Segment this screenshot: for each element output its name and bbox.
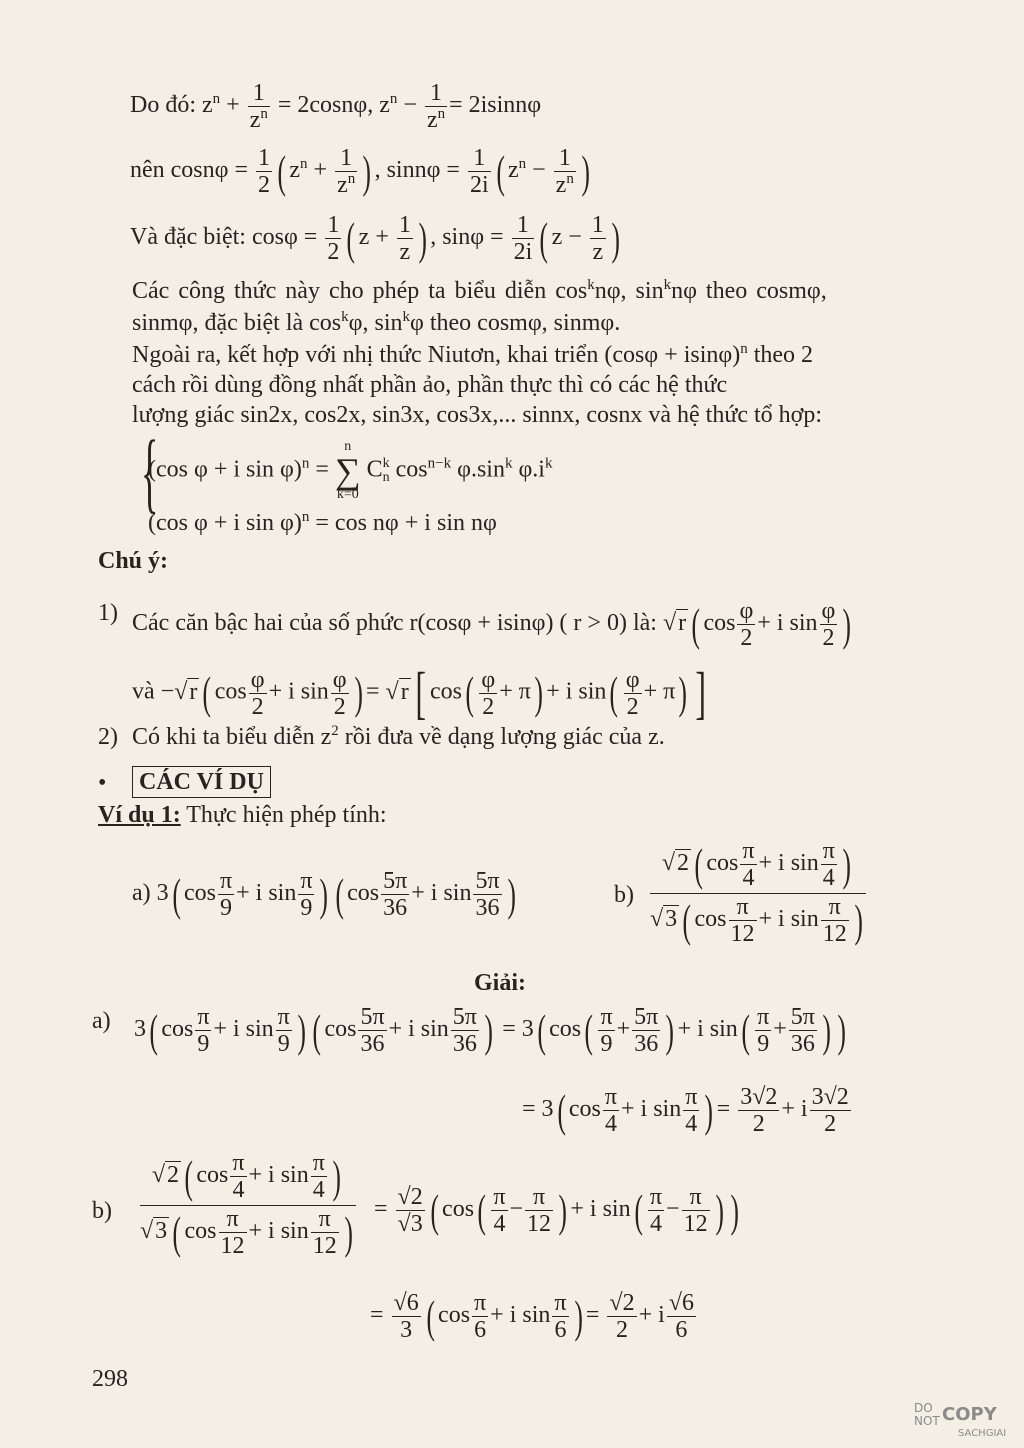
para1-text-c: nφ theo cosmφ, xyxy=(671,278,827,304)
watermark-sachgiai: SACHGIAI xyxy=(958,1428,1007,1439)
solution-a-label: a) xyxy=(92,1008,111,1034)
formula-cos-sin: Và đặc biệt: cosφ = $\frac{1}{2}$ ( z + $\frac{1}{z}$ ) , sinφ = $\frac{1}{2i}$ ( z − $\frac{1}{z}$ ) xyxy=(130,212,620,265)
para1-text-a: Các công thức này cho phép ta biểu diễn cos xyxy=(132,278,588,304)
nen-label: nên xyxy=(130,157,165,184)
paragraph-1-line-2: sinmφ, đặc biệt là $\cos^k\varphi$, $\sin^k\varphi$ theo cosmφ, sinmφ. xyxy=(132,309,621,336)
solution-b-fraction: √2 ( cos $\frac{\pi}{4}$ + i sin $\frac{\pi}{4}$ ) √3 ( cos $\frac{\pi}{12}$ + i sin $\frac{\pi}{12}$ ) xyxy=(140,1150,356,1259)
para1-text-f: φ theo cosmφ, sinmφ. xyxy=(410,310,621,336)
vi-du-1 xyxy=(98,800,387,830)
paragraph-2-line-2: cách rồi dùng đồng nhất phần ảo, phần thực thì có các hệ thức xyxy=(132,372,728,398)
formula-zn-identities: Do đó: $z^n$ + $\frac{1}{z^n}$ = 2cosnφ, $z^n$ − $\frac{1}{z^n}$ = 2isinnφ xyxy=(130,80,542,133)
giai-heading: Giải: xyxy=(474,970,526,996)
sachgiai-watermark-logo xyxy=(914,1402,1010,1442)
page-number: 298 xyxy=(92,1366,128,1392)
example-a: a) 3( cos $\frac{\pi}{9}$ + i sin $\frac{\pi}{9}$ ) ( cos $\frac{5\pi}{36}$ + i sin $\frac{5\pi}{36}$ ) xyxy=(132,868,516,921)
note2-text-b: rồi đưa về dạng lượng giác của z. xyxy=(338,724,665,750)
vi-du-1-label: Ví dụ 1: xyxy=(98,802,181,828)
para1-text-b: nφ, sin xyxy=(594,278,664,304)
note-2-text: Có khi ta biểu diễn $z^2$ rồi đưa về dạng lượng giác của z. xyxy=(132,723,665,750)
example-a-label: a) xyxy=(132,880,151,907)
solution-a-line-2: = 3( cos $\frac{\pi}{4}$ + i sin $\frac{\pi}{4}$ ) = $\frac{3√2}{2}$ + i $\frac{3√2}{2}$ xyxy=(522,1084,849,1137)
note-1-second-root: và −√r ( cos $\frac{\varphi}{2}$ + i sin $\frac{\varphi}{2}$ ) = √r [ cos( $\frac{\varphi}{2}$ + π) + i sin( $\frac{\varphi}{2}$ + π) ] xyxy=(132,660,706,725)
vi-du-1-text: Thực hiện phép tính: xyxy=(180,802,387,828)
formula-cos-sin-n: nên cosnφ = $\frac{1}{2}$ ( $z^n$ + $\frac{1}{z^n}$ ) , sinnφ = $\frac{1}{2i}$ ( $z^n$ − $\frac{1}{z^n}$ ) xyxy=(130,145,590,198)
note2-text-a: Có khi ta biểu diễn z xyxy=(132,724,332,750)
para2-text-a: Ngoài ra, kết hợp với nhị thức Niutơn, khai triển (cosφ + isinφ) xyxy=(132,342,741,368)
para1-text-d: sinmφ, đặc biệt là cos xyxy=(132,310,342,336)
note1-text-span: Các căn bậc hai của số phức r(cosφ + isinφ) ( r > 0) là: xyxy=(132,610,657,637)
paragraph-2-line-3: lượng giác sin2x, cos2x, sin3x, cos3x,... sinnx, cosnx và hệ thức tổ hợp: xyxy=(132,402,822,428)
para1-text-e: φ, sin xyxy=(348,310,403,336)
do-do-label: Do đó: xyxy=(130,92,196,119)
cac-vi-du-heading: CÁC VÍ DỤ xyxy=(132,766,271,798)
paragraph-1-line-1: Các công thức này cho phép ta biểu diễn $\cos^kn\varphi$, $\sin^kn\varphi$ theo cosmφ, xyxy=(132,277,827,304)
bullet: • xyxy=(98,770,107,796)
solution-b-label: b) xyxy=(92,1198,112,1224)
solution-a-line-1: 3( cos $\frac{\pi}{9}$ + i sin $\frac{\pi}{9}$ ) ( cos $\frac{5\pi}{36}$ + i sin $\frac{5\pi}{36}$ ) = 3( cos( $\frac{\pi}{9}$ + $\frac{5\pi}{36}$ ) + i sin( $\frac{\pi}{9}$ + $\frac{5\pi}{36}$ ) ) xyxy=(134,1004,847,1057)
para2-text-b: theo 2 xyxy=(747,342,814,368)
solution-b-line-2: = $\frac{√6}{3}$ ( cos $\frac{\pi}{6}$ + i sin $\frac{\pi}{6}$ ) = $\frac{√2}{2}$ + i $\frac{√6}{6}$ xyxy=(370,1290,694,1343)
example-b-label: b) xyxy=(614,882,634,908)
note-2-number: 2) xyxy=(98,724,118,750)
note-1-text: Các căn bậc hai của số phức r(cosφ + isinφ) ( r > 0) là: √r ( cos $\frac{\varphi}{2}$ + i sin $\frac{\varphi}{2}$ ) xyxy=(132,598,852,651)
paragraph-2-line-1: Ngoài ra, kết hợp với nhị thức Niutơn, khai triển $(\cos\varphi + isin\varphi)^n$ theo 2 xyxy=(132,341,814,368)
note-1-number: 1) xyxy=(98,600,118,626)
chu-y-heading: Chú ý: xyxy=(98,548,169,574)
watermark-not: NOT xyxy=(914,1414,940,1428)
watermark-copy: COPY xyxy=(942,1404,997,1425)
solution-b-line-1: = $\frac{√2}{√3}$ ( cos( $\frac{\pi}{4}$ − $\frac{\pi}{12}$ ) + i sin( $\frac{\pi}{4}$ − $\frac{\pi}{12}$ ) ) xyxy=(374,1184,739,1237)
de-moivre: (cos φ + i sin φ)$^n$ = cos nφ + i sin nφ xyxy=(148,509,497,536)
left-brace: { xyxy=(140,423,159,522)
watermark-do: DO xyxy=(914,1401,933,1415)
note1-va: và xyxy=(132,678,155,705)
binomial-expansion: (cos φ + i sin φ)$^n$ = n ∑ k=0 C k n $\cos^{n-k} \varphi.\sin^k$ $\varphi.i^k$ xyxy=(148,439,553,502)
va-dac-biet-label: Và đặc biệt: xyxy=(130,224,246,251)
example-b: √2 ( cos $\frac{\pi}{4}$ + i sin $\frac{\pi}{4}$ ) √3 ( cos $\frac{\pi}{12}$ + i sin $\frac{\pi}{12}$ ) xyxy=(650,838,866,947)
